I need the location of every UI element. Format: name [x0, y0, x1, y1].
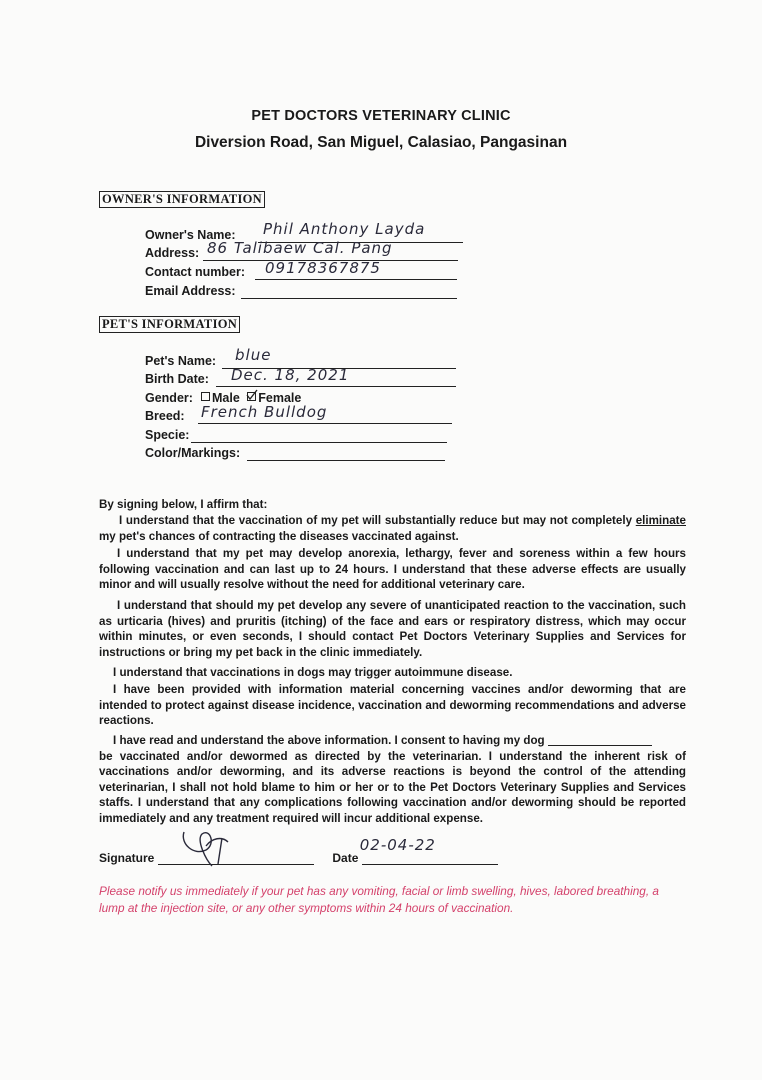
- email-label: Email Address:: [145, 284, 236, 298]
- gender-female-label: Female: [258, 391, 302, 405]
- consent-paragraph-5: I have been provided with information material concerning vaccines and/or deworming that are intended to protect against disease incidence, vaccination and deworming recommendations and adverse reactions.: [99, 683, 686, 728]
- handwritten-signature: [176, 820, 236, 870]
- consent-paragraph-1: I understand that the vaccination of my pet will substantially reduce but may not completely eliminate my pet's chances of contracting the diseases vaccinated against.: [99, 514, 686, 543]
- gender-label: Gender:: [145, 391, 193, 405]
- address-value: 86 Talibaew Cal. Pang: [207, 239, 393, 257]
- contact-number-field[interactable]: [145, 259, 465, 283]
- pet-name-label: Pet's Name:: [145, 354, 217, 368]
- clinic-name: PET DOCTORS VETERINARY CLINIC: [251, 108, 511, 124]
- birth-date-label: Birth Date:: [145, 372, 209, 386]
- signature-field[interactable]: [158, 850, 314, 865]
- date-field[interactable]: [359, 836, 498, 865]
- breed-label: Breed:: [145, 409, 185, 423]
- address-label: Address:: [145, 246, 200, 260]
- gender-male-checkbox[interactable]: [201, 392, 210, 401]
- owner-name-label: Owner's Name:: [145, 228, 236, 242]
- date-label: Date: [332, 851, 359, 865]
- aftercare-notice: Please notify us immediately if your pet has any vomiting, facial or limb swelling, hives, labored breathing, a lump at the injection site, or any other symptoms within 24 hours of vaccination.: [99, 884, 659, 915]
- owner-section-title: OWNER'S INFORMATION: [99, 191, 265, 208]
- checkmark-icon: [246, 389, 258, 401]
- contact-number-label: Contact number:: [145, 265, 245, 279]
- consent-paragraph-3: I understand that should my pet develop any severe of unanticipated reaction to the vaccination, such as urticaria (hives) and pruritis (itching) of the face and ears or respiratory distress, which may occur within minutes, or even seconds, I should contact Pet Doctors Veterinary Supplies and Services for instructions or bring my pet back in the clinic immediately.: [99, 599, 686, 659]
- clinic-address: Diversion Road, San Miguel, Calasiao, Pangasinan: [194, 134, 568, 151]
- pet-name-value: blue: [235, 346, 272, 364]
- consent-intro: By signing below, I affirm that:: [99, 498, 268, 511]
- breed-field[interactable]: [145, 403, 465, 427]
- signature-label: Signature: [99, 851, 155, 865]
- dog-name-blank[interactable]: [548, 745, 652, 746]
- specie-field[interactable]: [145, 428, 465, 446]
- consent-paragraph-6: I have read and understand the above information. I consent to having my dog be vaccinated and/or dewormed as directed by the veterinarian. I understand the inherent risk of vaccinations and/or deworming, and its adverse reactions is beyond the control of the attending veterinarian, I shall not hold blame to him or her or to the Pet Doctors Veterinary Supplies and Services staffs. I understand that any complications following vaccination and/or deworming should be reported immediately and any treatment required will incur additional expense.: [99, 734, 686, 825]
- consent-paragraph-4: I understand that vaccinations in dogs may trigger autoimmune disease.: [113, 666, 513, 679]
- birth-date-value: Dec. 18, 2021: [231, 366, 350, 384]
- gender-female-checkbox[interactable]: [247, 392, 256, 401]
- contact-number-value: 09178367875: [265, 259, 381, 277]
- date-value: 02-04-22: [359, 836, 436, 854]
- email-field[interactable]: [145, 284, 465, 302]
- pet-section-title: PET'S INFORMATION: [99, 316, 240, 333]
- color-markings-label: Color/Markings:: [145, 446, 241, 460]
- signature-row: [99, 836, 498, 865]
- eliminate-word: eliminate: [635, 514, 686, 527]
- breed-value: French Bulldog: [201, 403, 328, 421]
- color-markings-field[interactable]: [145, 446, 465, 464]
- gender-male-label: Male: [212, 391, 240, 405]
- owner-name-value: Phil Anthony Layda: [263, 220, 426, 238]
- birth-date-field[interactable]: [145, 366, 465, 390]
- specie-label: Specie:: [145, 428, 190, 442]
- consent-paragraph-2: I understand that my pet may develop anorexia, lethargy, fever and soreness within a few hours following vaccination and can last up to 24 hours. I understand that these adverse effects are usually minor and will usually resolve without the need for additional veterinary care.: [99, 547, 686, 592]
